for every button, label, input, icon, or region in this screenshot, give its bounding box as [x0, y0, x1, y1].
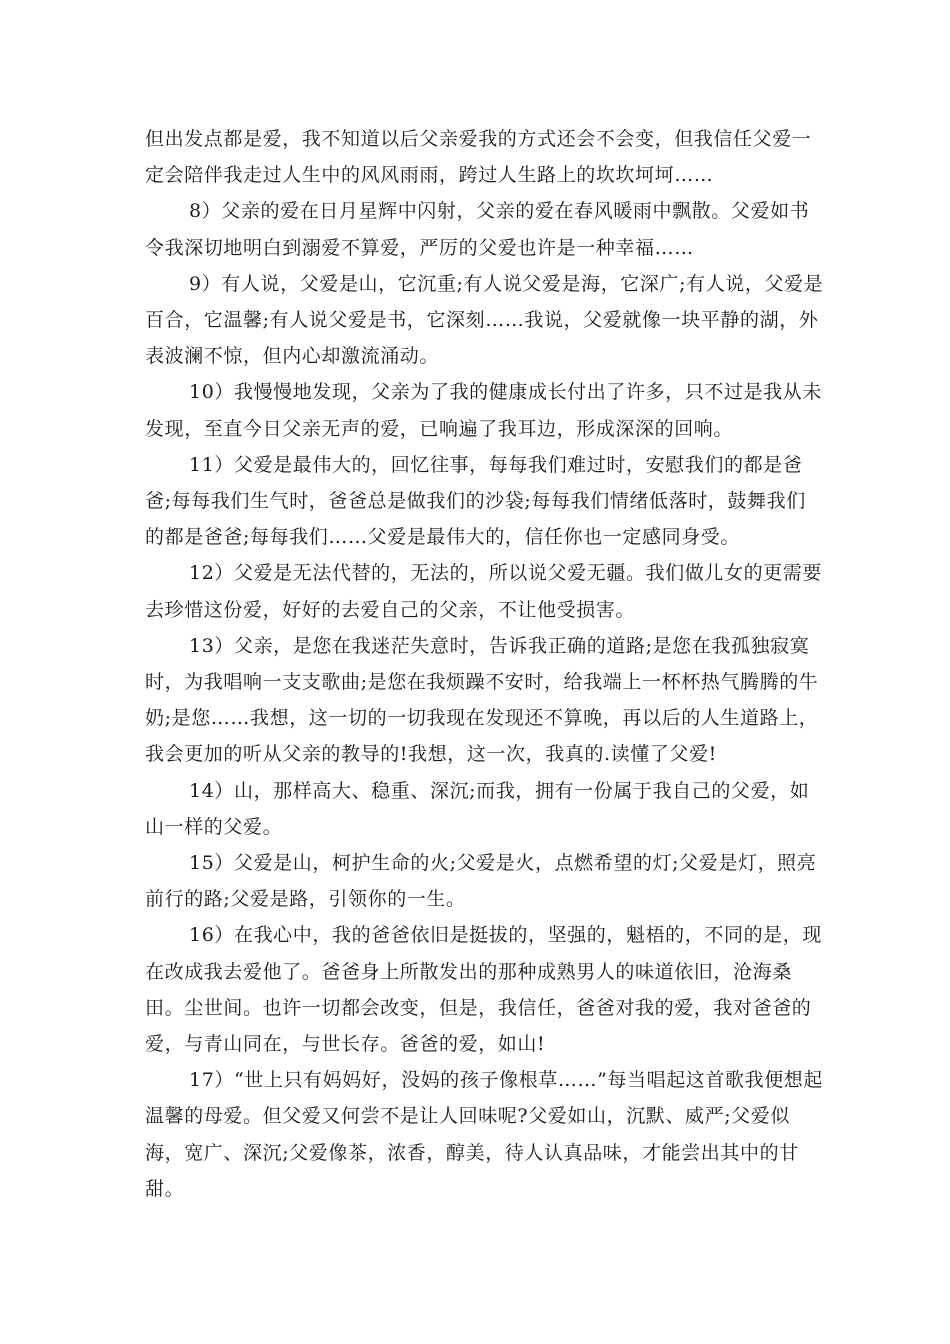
paragraph-15: 15）父爱是山，柯护生命的火;父爱是火，点燃希望的灯;父爱是灯，照亮前行的路;父爱是路，引领你的一生。 [145, 852, 817, 911]
paragraph-10: 10）我慢慢地发现，父亲为了我的健康成长付出了许多，只不过是我从未发现，至直今日父亲无声的爱，已响遍了我耳边，形成深深的回响。 [145, 381, 822, 440]
paragraph-9: 9）有人说，父爱是山，它沉重;有人说父爱是海，它深广;有人说，父爱是百合，它温馨;有人说父爱是书，它深刻……我说，父爱就像一块平静的湖，外表波澜不惊，但内心却激流涌动。 [145, 272, 824, 368]
document-body [145, 121, 825, 1207]
paragraph-17: 17）“世上只有妈妈好，没妈的孩子像根草……”每当唱起这首歌我便想起温馨的母爱。但父爱又何尝不是让人回味呢?父爱如山，沉默、威严;父爱似海，宽广、深沉;父爱像茶，浓香，醇美，待人认真品味，才能尝出其中的甘甜。 [145, 1069, 824, 1200]
paragraph-16: 16）在我心中，我的爸爸依旧是挺拔的，坚强的，魁梧的，不同的是，现在改成我去爱他了。爸爸身上所散发出的那种成熟男人的味道依旧，沧海桑田。尘世间。也许一切都会改变，但是，我信任，爸爸对我的爱，我对爸爸的爱，与青山同在，与世长存。爸爸的爱，如山! [145, 924, 822, 1056]
paragraph-14: 14）山，那样高大、稳重、深沉;而我，拥有一份属于我自己的父爱，如山一样的父爱。 [145, 779, 810, 838]
paragraph-8: 8）父亲的爱在日月星辉中闪射，父亲的爱在春风暖雨中飘散。父爱如书令我深切地明白到溺爱不算爱，严厉的父爱也许是一种幸福…… [145, 200, 810, 259]
paragraph-12: 12）父爱是无法代替的，无法的，所以说父爱无疆。我们做儿女的更需要去珍惜这份爱，好好的去爱自己的父亲，不让他受损害。 [145, 562, 822, 621]
paragraph-11: 11）父爱是最伟大的，回忆往事，每每我们难过时，安慰我们的都是爸爸;每每我们生气时，爸爸总是做我们的沙袋;每每我们情绪低落时，鼓舞我们的都是爸爸;每每我们……父爱是最伟大的，信任你也一定感同身受。 [145, 453, 806, 549]
paragraph-continuation: 但出发点都是爱，我不知道以后父亲爱我的方式还会不会变，但我信任父爱一定会陪伴我走过人生中的风风雨雨，跨过人生路上的坎坎坷坷…… [145, 128, 812, 187]
paragraph-13: 13）父亲，是您在我迷茫失意时，告诉我正确的道路;是您在我孤独寂寞时，为我唱响一支支歌曲;是您在我烦躁不安时，给我端上一杯杯热气腾腾的牛奶;是您……我想，这一切的一切我现在发现还不算晚，再以后的人生道路上，我会更加的听从父亲的教导的!我想，这一次，我真的.读懂了父爱! [145, 634, 819, 766]
